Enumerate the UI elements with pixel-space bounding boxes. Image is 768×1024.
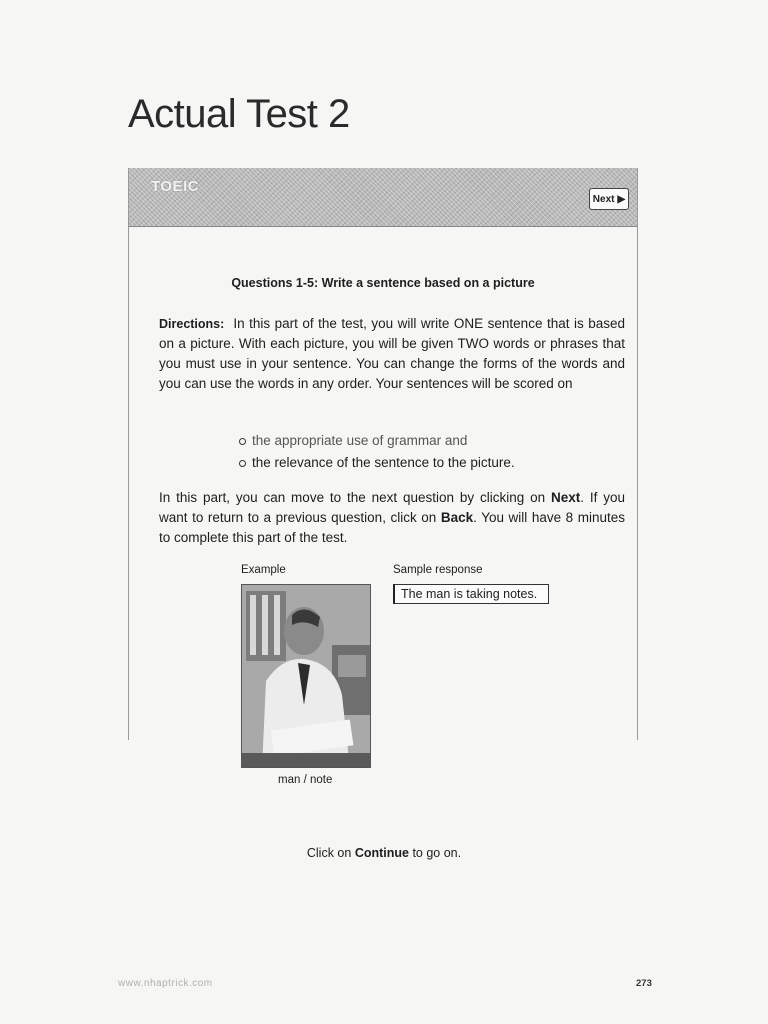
- man-taking-notes-image: [242, 585, 371, 768]
- continue-text: to go on.: [408, 846, 462, 860]
- list-item: [239, 430, 599, 452]
- questions-heading: Questions 1-5: Write a sentence based on a picture: [231, 276, 535, 290]
- back-keyword: Back: [440, 510, 474, 525]
- sample-response-field: The man is taking notes.: [393, 584, 549, 604]
- list-item: [239, 452, 599, 474]
- directions-paragraph: [159, 314, 625, 394]
- directions-text: In this part of the test, you will write ONE sentence that is based on a picture. With each picture, you will be given TWO words or phrases that you must use in your sentence. You can change the forms of the words and you can use the words in any order. Your sentences will be scored on: [159, 316, 625, 391]
- bullet-text: the relevance of the sentence to the picture.: [252, 455, 515, 470]
- footer-url: www.nhaptrick.com: [118, 978, 213, 989]
- photo-caption: man / note: [278, 774, 333, 786]
- sample-response-label: Sample response: [393, 564, 483, 576]
- scoring-criteria-list: [239, 430, 599, 474]
- continue-instruction: [0, 846, 768, 860]
- test-header-banner: [129, 168, 637, 227]
- bullet-text: the appropriate use of grammar and: [252, 433, 468, 448]
- page-title: Actual Test 2: [128, 92, 350, 136]
- bullet-icon: [239, 438, 246, 445]
- directions-label: Directions:: [159, 317, 225, 331]
- navigation-instructions: [159, 488, 625, 548]
- instruction-text: . If you want to return to a previous question, click on: [159, 490, 625, 525]
- bullet-icon: [239, 460, 246, 467]
- instruction-text: In this part, you can move to the next question by clicking on: [159, 490, 551, 505]
- play-arrow-icon: ▶: [617, 193, 626, 205]
- next-button[interactable]: [589, 188, 629, 210]
- page-number: 273: [636, 978, 652, 989]
- toeic-logo: TOEIC: [151, 178, 200, 195]
- test-window: [128, 168, 638, 740]
- next-button-label: Next: [592, 193, 615, 205]
- next-keyword: Next: [551, 490, 581, 505]
- instruction-text: . You will have 8 minutes to complete this part of the test.: [159, 510, 625, 545]
- example-photo: [241, 584, 371, 768]
- continue-text: Click on: [306, 846, 355, 860]
- continue-keyword: Continue: [354, 846, 409, 860]
- example-label: Example: [241, 564, 286, 576]
